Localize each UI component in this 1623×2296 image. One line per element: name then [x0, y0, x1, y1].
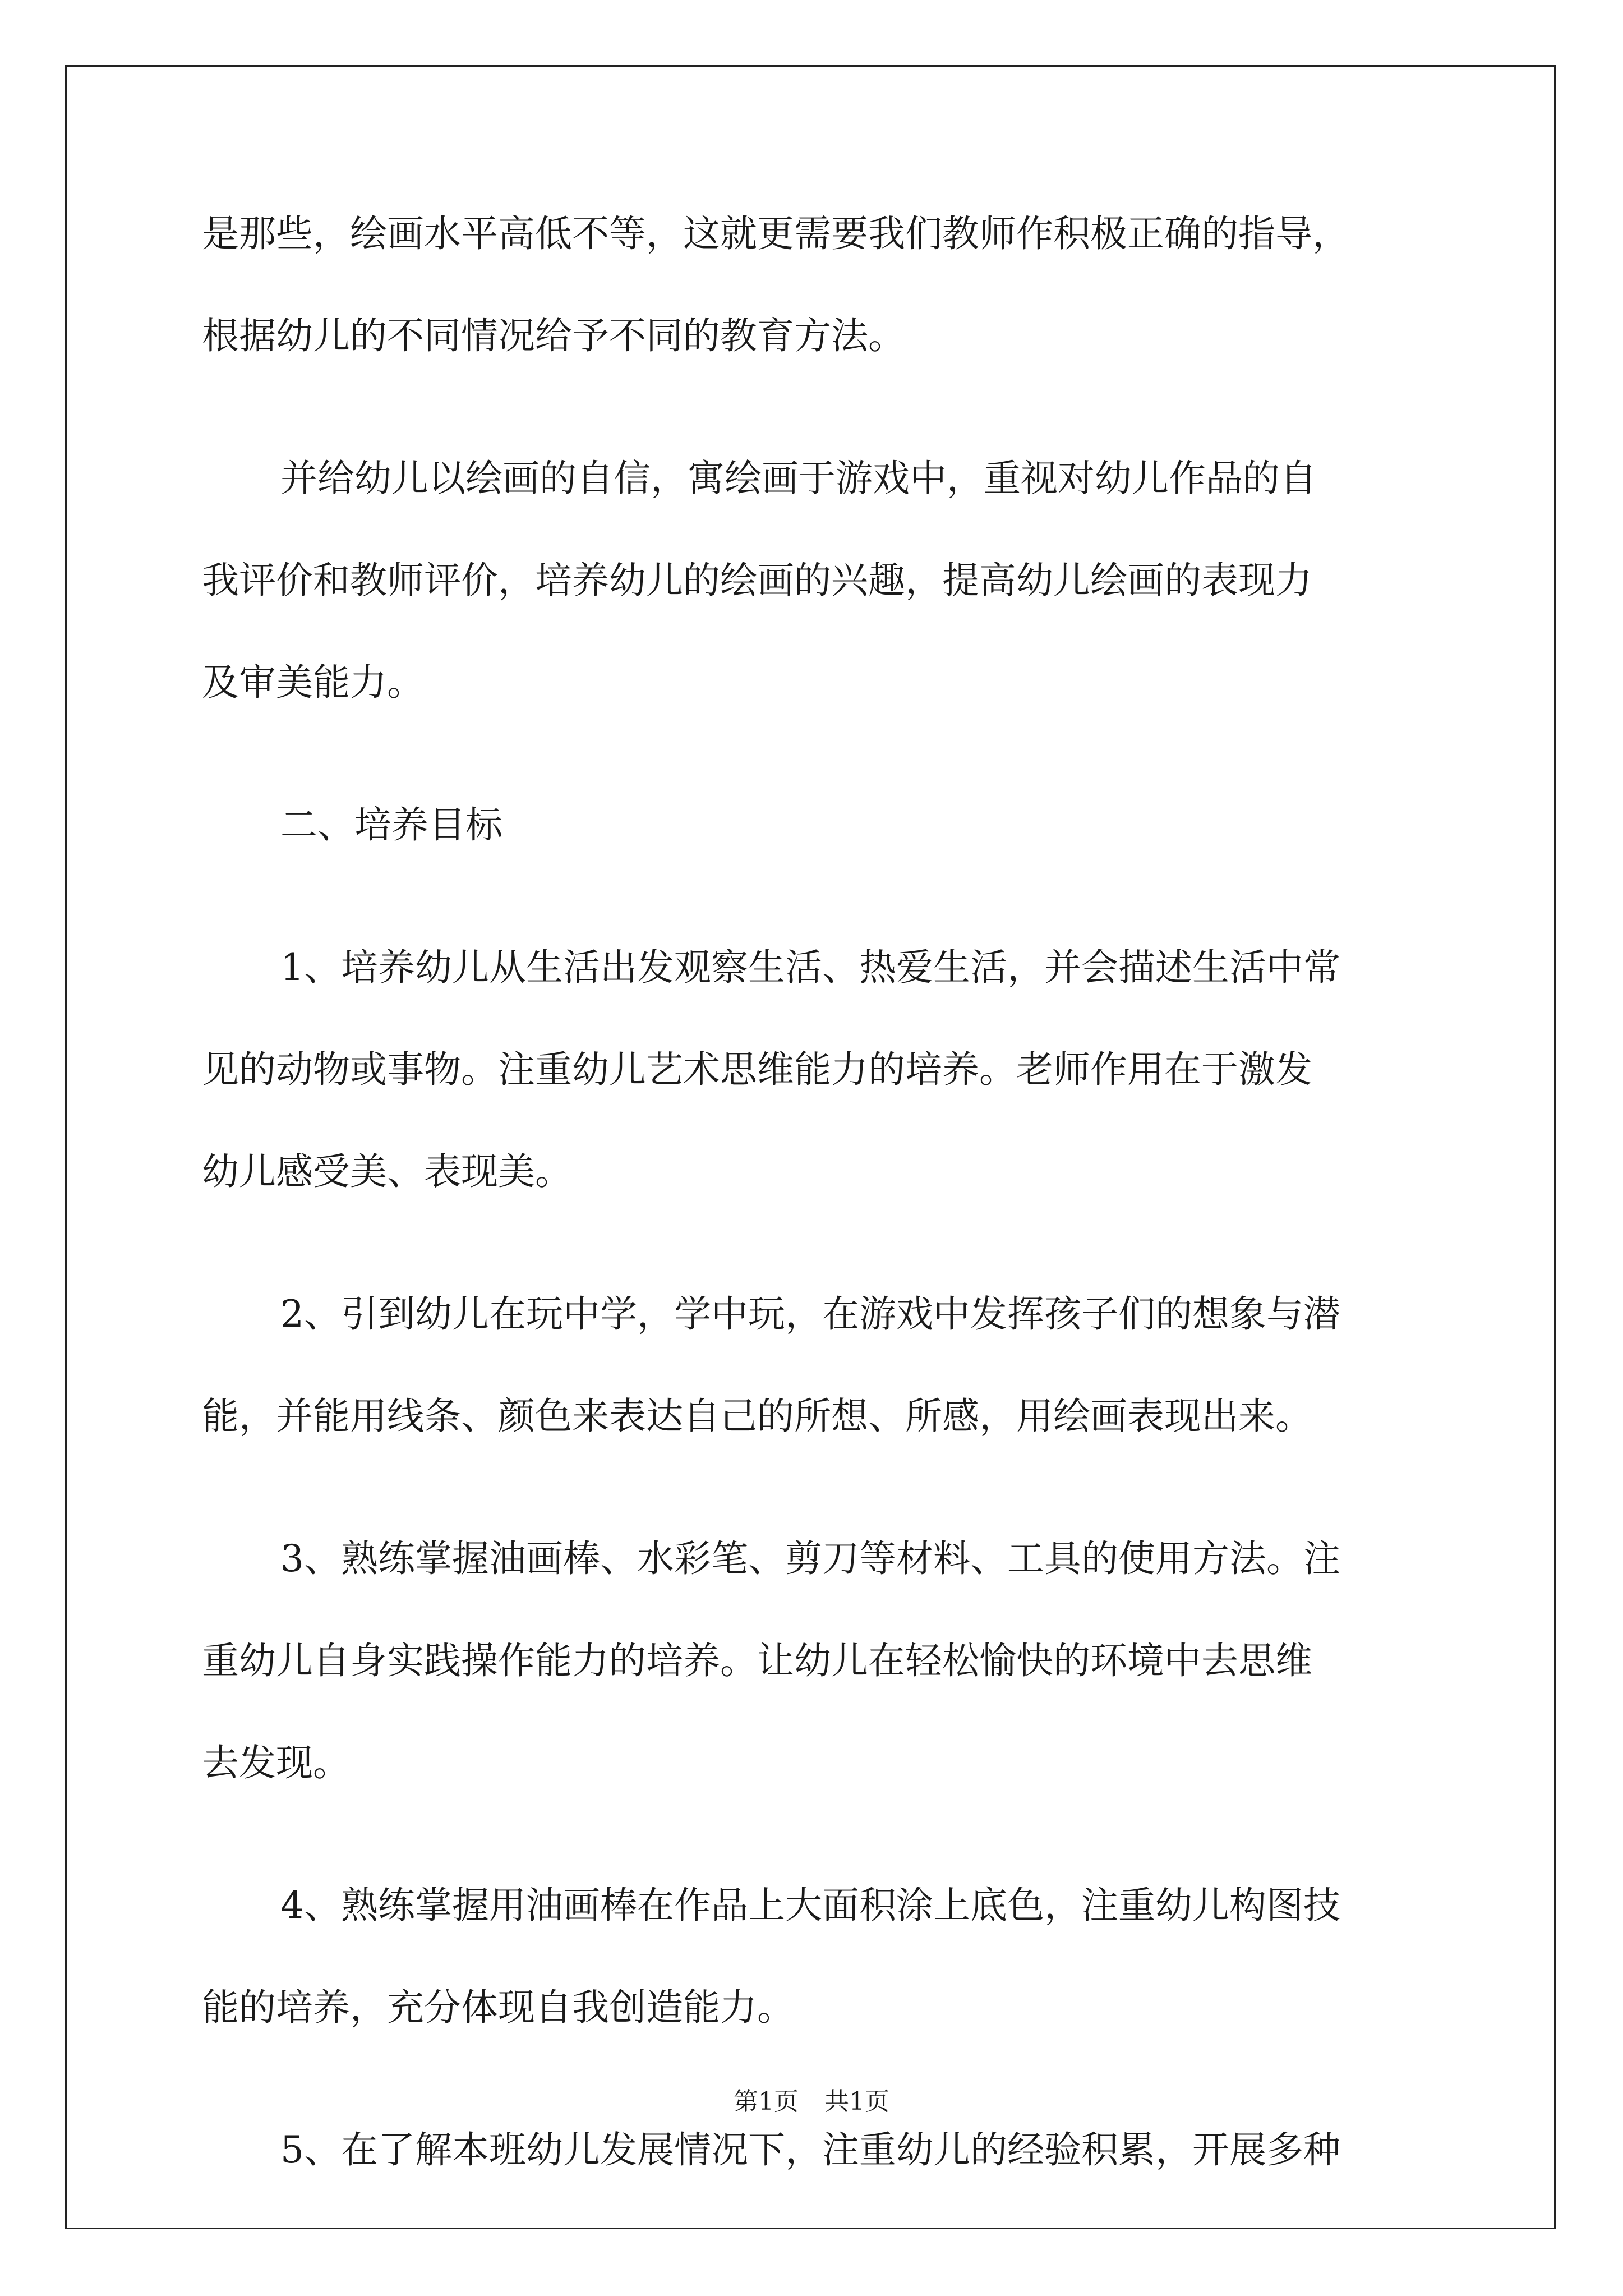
text-line-12: 3、熟练掌握油画棒、水彩笔、剪刀等材料、工具的使用方法。注: [280, 1537, 1340, 1580]
text-line-8: 见的动物或事物。注重幼儿艺术思维能力的培养。老师作用在于激发: [202, 1048, 1312, 1091]
text-line-5: 及审美能力。: [202, 661, 424, 704]
text-line-1: 是那些，绘画水平高低不等，这就更需要我们教师作积极正确的指导，: [202, 212, 1349, 255]
page-footer: [0, 2081, 1623, 2117]
section-heading: 二、培养目标: [280, 803, 502, 846]
page-number: 第1页: [734, 2087, 799, 2116]
text-line-7: 1、培养幼儿从生活出发观察生活、热爱生活，并会描述生活中常: [280, 946, 1340, 989]
page-total: 共1页: [824, 2087, 889, 2116]
text-line-10: 2、引到幼儿在玩中学，学中玩，在游戏中发挥孩子们的想象与潜: [280, 1292, 1340, 1336]
text-line-15: 4、熟练掌握用油画棒在作品上大面积涂上底色，注重幼儿构图技: [280, 1884, 1340, 1927]
text-line-2: 根据幼儿的不同情况给予不同的教育方法。: [202, 314, 905, 357]
text-line-3: 并给幼儿以绘画的自信，寓绘画于游戏中，重视对幼儿作品的自: [280, 457, 1317, 500]
text-line-14: 去发现。: [202, 1741, 350, 1784]
text-line-17: 5、在了解本班幼儿发展情况下，注重幼儿的经验积累，开展多种: [280, 2128, 1340, 2171]
text-line-11: 能，并能用线条、颜色来表达自己的所想、所感，用绘画表现出来。: [202, 1395, 1312, 1438]
text-line-4: 我评价和教师评价，培养幼儿的绘画的兴趣，提高幼儿绘画的表现力: [202, 559, 1312, 602]
text-line-16: 能的培养，充分体现自我创造能力。: [202, 1986, 794, 2029]
text-line-13: 重幼儿自身实践操作能力的培养。让幼儿在轻松愉快的环境中去思维: [202, 1639, 1312, 1682]
text-line-9: 幼儿感受美、表现美。: [202, 1150, 572, 1193]
